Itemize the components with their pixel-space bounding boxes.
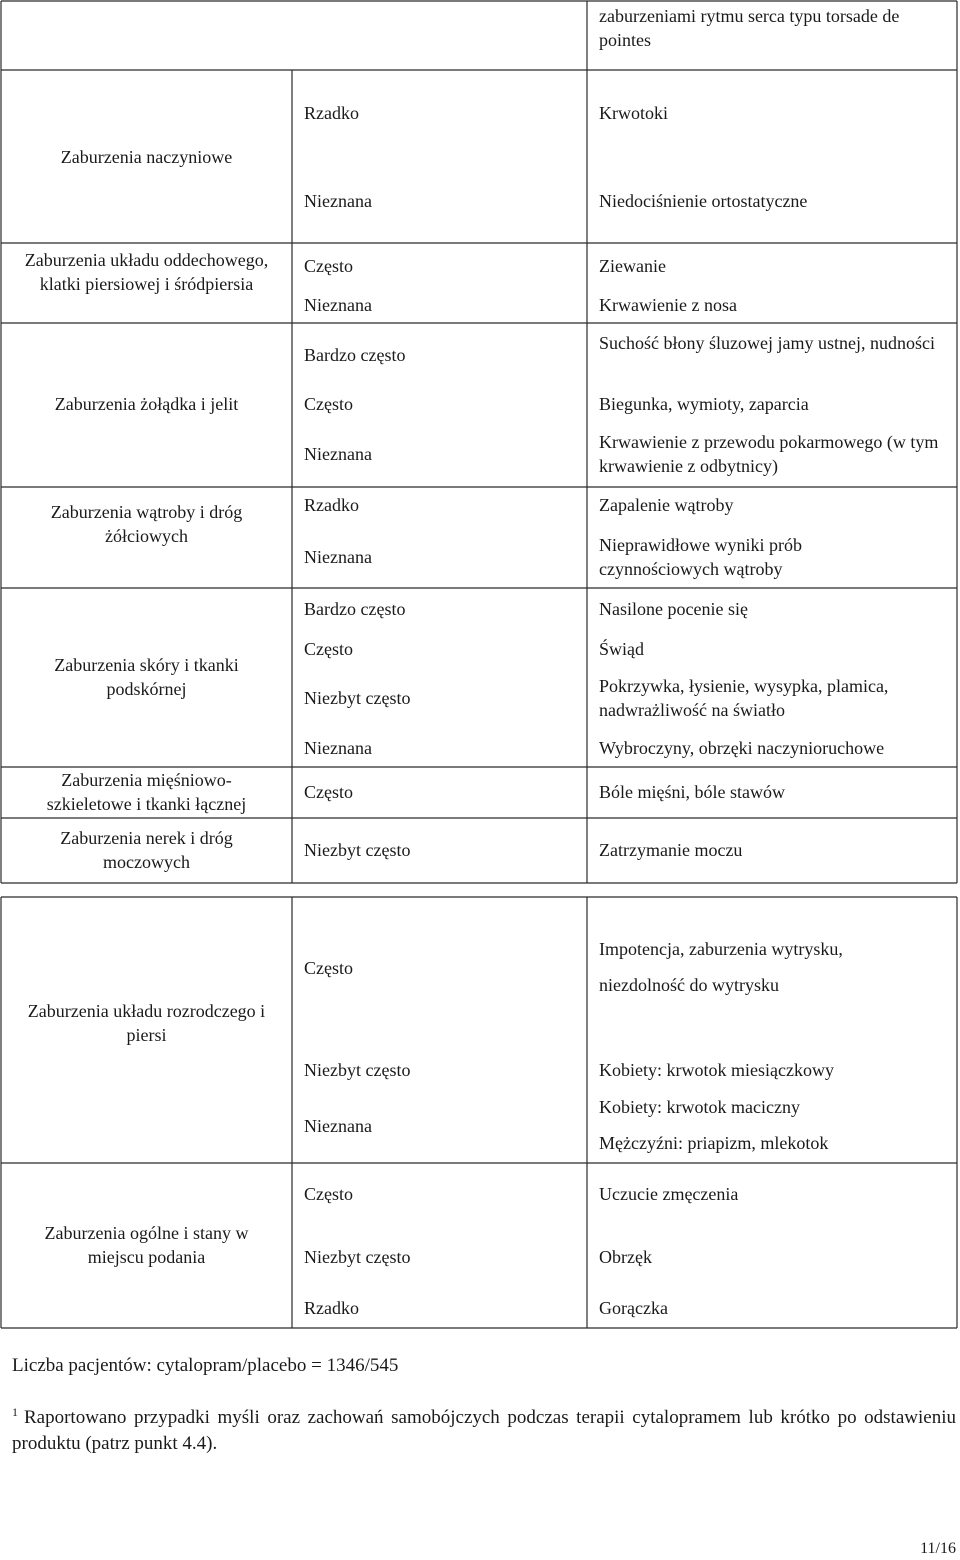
page-number: 11/16 — [920, 1540, 956, 1557]
soc-cell: Zaburzenia nerek i dróg moczowych — [60, 828, 233, 872]
frequency-cell: Często — [304, 958, 353, 978]
patients-count-note: Liczba pacjentów: cytalopram/placebo = 1346/545 — [12, 1355, 399, 1376]
effect-cell: niezdolność do wytrysku — [599, 975, 779, 995]
frequency-cell: Bardzo często — [304, 599, 406, 619]
effect-cell: Uczucie zmęczenia — [599, 1184, 739, 1204]
soc-cell: Zaburzenia mięśniowo-szkieletowe i tkanki łącznej — [46, 770, 247, 814]
footnote-text: Raportowano przypadki myśli oraz zachowań samobójczych podczas terapii cytalopramem lub krótko po odstawieniu produktu (patrz punkt 4.4). — [12, 1407, 956, 1454]
frequency-cell: Często — [304, 256, 353, 276]
frequency-cell: Niezbyt często — [304, 688, 411, 708]
frequency-cell: Nieznana — [304, 738, 372, 758]
frequency-cell: Bardzo często — [304, 345, 406, 365]
soc-cell: Zaburzenia skóry i tkanki podskórnej — [54, 655, 239, 699]
frequency-cell: Często — [304, 1184, 353, 1204]
frequency-cell: Często — [304, 639, 353, 659]
frequency-cell: Nieznana — [304, 1116, 372, 1136]
soc-cell: Zaburzenia żołądka i jelit — [54, 394, 239, 414]
effect-cell: Krwawienie z przewodu pokarmowego (w tym krwawienie z odbytnicy) — [599, 432, 939, 476]
footnote — [12, 1405, 956, 1457]
effect-cell: Kobiety: krwotok miesiączkowy — [599, 1060, 834, 1080]
effect-cell: Gorączka — [599, 1298, 668, 1318]
frequency-cell: Rzadko — [304, 1298, 359, 1318]
frequency-cell: Nieznana — [304, 547, 372, 567]
soc-cell: Zaburzenia wątroby i dróg żółciowych — [50, 502, 243, 546]
effect-cell: Pokrzywka, łysienie, wysypka, plamica, nadwrażliwość na światło — [599, 676, 889, 720]
effect-cell: Biegunka, wymioty, zaparcia — [599, 394, 809, 414]
effect-cell: Zapalenie wątroby — [599, 495, 734, 515]
effect-cell: Nasilone pocenie się — [599, 599, 748, 619]
effect-cell: Kobiety: krwotok maciczny — [599, 1097, 800, 1117]
frequency-cell: Niezbyt często — [304, 840, 411, 860]
soc-cell: Zaburzenia układu oddechowego, klatki piersiowej i śródpiersia — [24, 250, 269, 294]
footnote-marker: 1 — [12, 1404, 18, 1419]
frequency-cell: Często — [304, 782, 353, 802]
effect-cell: Ziewanie — [599, 256, 666, 276]
effect-cell: Krwawienie z nosa — [599, 295, 737, 315]
effect-cell: zaburzeniami rytmu serca typu torsade de pointes — [599, 6, 900, 50]
effect-cell: Zatrzymanie moczu — [599, 840, 743, 860]
soc-cell: Zaburzenia naczyniowe — [60, 147, 233, 167]
soc-cell: Zaburzenia układu rozrodczego i piersi — [27, 1001, 266, 1045]
effect-cell: Świąd — [599, 639, 644, 659]
frequency-cell: Niezbyt często — [304, 1247, 411, 1267]
frequency-cell: Nieznana — [304, 191, 372, 211]
effect-cell: Niedociśnienie ortostatyczne — [599, 191, 808, 211]
effect-cell: Suchość błony śluzowej jamy ustnej, nudności — [599, 333, 935, 353]
effect-cell: Impotencja, zaburzenia wytrysku, — [599, 939, 843, 959]
frequency-cell: Rzadko — [304, 495, 359, 515]
effect-cell: Obrzęk — [599, 1247, 652, 1267]
effect-cell: Bóle mięśni, bóle stawów — [599, 782, 785, 802]
frequency-cell: Nieznana — [304, 295, 372, 315]
frequency-cell: Nieznana — [304, 444, 372, 464]
effect-cell: Mężczyźni: priapizm, mlekotok — [599, 1133, 829, 1153]
effect-cell: Nieprawidłowe wyniki prób czynnościowych wątroby — [599, 535, 802, 579]
frequency-cell: Rzadko — [304, 103, 359, 123]
frequency-cell: Często — [304, 394, 353, 414]
effect-cell: Wybroczyny, obrzęki naczynioruchowe — [599, 738, 885, 758]
soc-cell: Zaburzenia ogólne i stany w miejscu podania — [44, 1223, 249, 1267]
effect-cell: Krwotoki — [599, 103, 668, 123]
frequency-cell: Niezbyt często — [304, 1060, 411, 1080]
